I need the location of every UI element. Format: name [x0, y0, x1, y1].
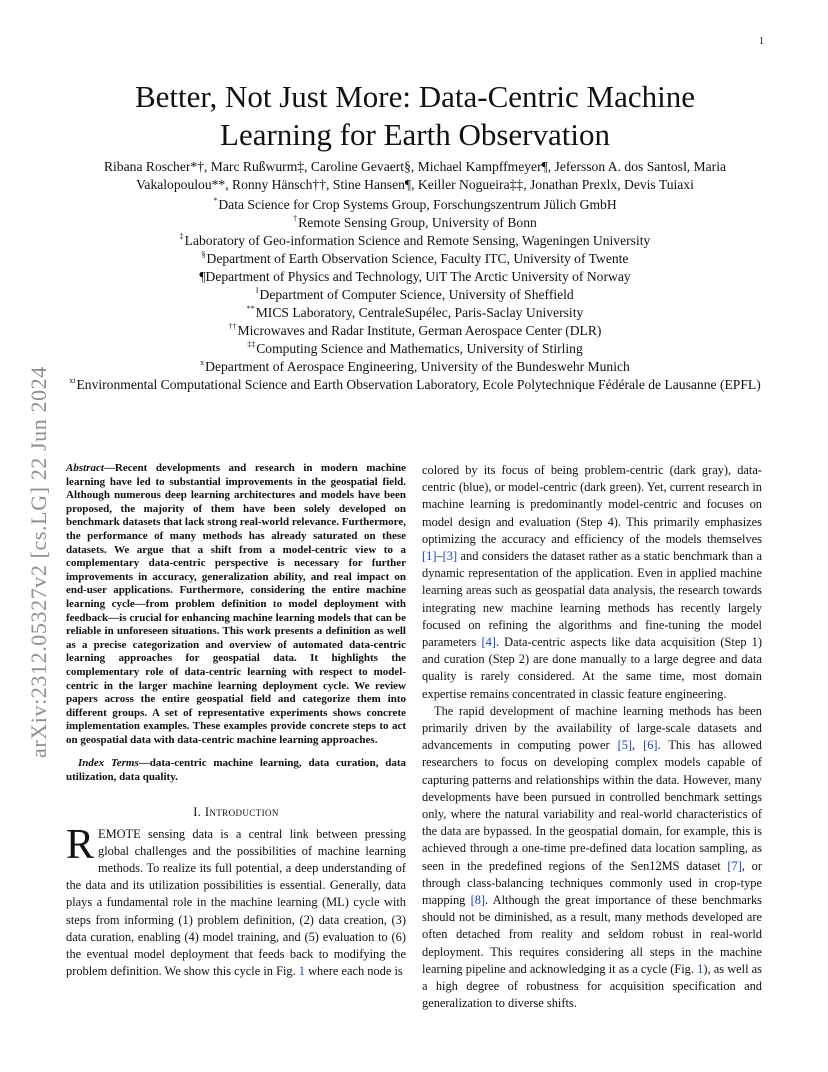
index-terms-label: Index Terms [78, 757, 139, 770]
author-list [66, 158, 764, 194]
body-paragraph: The rapid development of machine learning methods has been primarily driven by the availability of large-scale datasets and advancements in computing power [5], [6]. This has allowed researchers to focus on developing complex models capable of capturing patterns and relationships within the data. However, many developments have been pursued in controlled benchmark settings only, where the natural variability and real-world characteristics of the data are bypassed. In the geospatial domain, for example, this is achieved through a one-time pre-defined data location sampling, as seen in the predefined regions of the Sen12MS dataset [7], or through class-balancing techniques commonly used in crop-type mapping [8]. Although the great importance of these benchmarks should not be diminished, as a result, many methods developed are often detached from reality and seldom robust in real-world deployment. This requires considering all steps in the machine learning pipeline and acknowledging it as a cycle (Fig. 1), as well as a high degree of robustness for acquisition specification and generalization to diverse shifts. [422, 703, 763, 1011]
affiliation: $^{xi}$Environmental Computational Science and Earth Observation Laboratory, Ecole Polytechnique Fédérale de Lausanne (EPFL) [69, 376, 761, 392]
affiliation-list [66, 196, 764, 394]
title-line-2: Learning for Earth Observation [220, 117, 610, 152]
affiliation: ‡Laboratory of Geo-information Science and Remote Sensing, Wageningen University [179, 232, 651, 248]
intro-paragraph: REMOTE sensing data is a central link between pressing global challenges and the possibilities of machine learning methods. To realize its full potential, a deep understanding of the data and its utilization possibilities is essential. Generally, data plays a fundamental role in the machine learning (ML) cycle with steps from informing (1) problem definition, (2) data creation, (3) data curation, enabling (4) model training, and (5) evaluation to (6) the eventual model deployment that feeds back to modifying the problem definition. We show this cycle in Fig. 1 where each node is [66, 821, 406, 979]
citation-link[interactable]: [6] [643, 738, 658, 753]
authors-line-1: Ribana Roscher*†, Marc Rußwurm‡, Caroline Gevaert§, Michael Kampffmeyer¶, Jefersson A. dos Santos‖, Maria [103, 159, 727, 174]
affiliation: $^x$Department of Aerospace Engineering, University of the Bundeswehr Munich [200, 358, 630, 374]
citation-link[interactable]: [1] [422, 549, 437, 564]
left-column [66, 462, 406, 980]
citation-link[interactable]: [8] [470, 893, 486, 908]
authors-line-2: Vakalopoulou**, Ronny Hänsch††, Stine Hansen¶, Keiller Nogueira‡‡, Jonathan Prexlx, Devis Tuiaxi [136, 177, 694, 192]
figure-reference-link[interactable]: 1 [697, 961, 704, 976]
affiliation: ††Microwaves and Radar Institute, German Aerospace Center (DLR) [228, 322, 602, 338]
title-line-1: Better, Not Just More: Data-Centric Machine [134, 79, 696, 114]
affiliation: †Remote Sensing Group, University of Bonn [293, 214, 537, 230]
index-terms-text: —data-centric machine learning, data curation, data utilization, data quality. [66, 757, 406, 784]
body-paragraph: colored by its focus of being problem-centric (dark gray), data-centric (blue), or model-centric (dark green). Yet, current research in machine learning is predominantly model-centric and focuses on model design and evaluation (Step 4). This primarily emphasizes optimizing the accuracy and efficiency of the models themselves [1]–[3] and considers the dataset rather as a static benchmark than a dynamic representation of the application. Even in applied machine learning areas such as geospatial data analysis, the research towards integrating new machine learning methods has recently largely focused on refining the algorithms and fine-tuning the model parameters [4]. Data-centric aspects like data acquisition (Step 1) and curation (Step 2) are done manually to a large degree and data quality is rarely considered. At the same time, most domain expertise remains concentrated in classic feature engineering. [422, 463, 762, 701]
affiliation: ‡‡Computing Science and Mathematics, University of Stirling [247, 340, 583, 356]
abstract-text: —Recent developments and research in modern machine learning have led to substantial improvements in the geospatial field. Although numerous deep learning architectures and models have been proposed, the majority of them have been solely developed on benchmark datasets that lack strong real-world relevance. Furthermore, the performance of many methods has already saturated on these datasets. We argue that a shift from a model-centric view to a complementary data-centric perspective is necessary for further improvements in accuracy, generalization ability, and real impact on end-user applications. Furthermore, considering the entire machine learning cycle—from problem definition to model deployment with feedback—is crucial for enhancing machine learning models that can be reliable in unforeseen situations. This work presents a definition as well as a precise categorization and overview of automated data-centric learning approaches for geospatial data. It highlights the complementary role of data-centric learning with respect to model-centric in the larger machine learning deployment cycle. We review papers across the entire geospatial field and categorize them into different groups. A set of representative experiments shows concrete implementation examples. These examples provide concrete steps to act on geospatial data with data-centric machine learning approaches. [66, 462, 406, 746]
section-heading-introduction: I. Introduction [193, 804, 279, 819]
citation-link[interactable]: [7] [727, 858, 742, 873]
citation-link[interactable]: [3] [442, 549, 458, 564]
affiliation: ‖Department of Computer Science, University of Sheffield [256, 286, 574, 302]
citation-link[interactable]: [5] [617, 738, 633, 753]
affiliation: **MICS Laboratory, CentraleSupélec, Paris-Saclay University [246, 304, 584, 320]
index-terms [66, 757, 406, 784]
arxiv-identifier-stamp[interactable]: arXiv:2312.05327v2 [cs.LG] 22 Jun 2024 [26, 366, 51, 758]
affiliation: §Department of Earth Observation Science, Faculty ITC, University of Twente [201, 250, 629, 266]
right-column [422, 462, 762, 1013]
figure-reference-link[interactable]: 1 [298, 964, 305, 979]
paper-title [100, 78, 730, 154]
page-number: 1 [759, 36, 764, 47]
affiliation: *Data Science for Crop Systems Group, Forschungszentrum Jülich GmbH [213, 196, 617, 212]
abstract-label: Abstract [66, 462, 104, 474]
drop-cap-letter: R [66, 821, 95, 868]
abstract [66, 462, 406, 747]
citation-link[interactable]: [4] [481, 635, 496, 650]
affiliation: ¶Department of Physics and Technology, UiT The Arctic University of Norway [199, 269, 631, 284]
